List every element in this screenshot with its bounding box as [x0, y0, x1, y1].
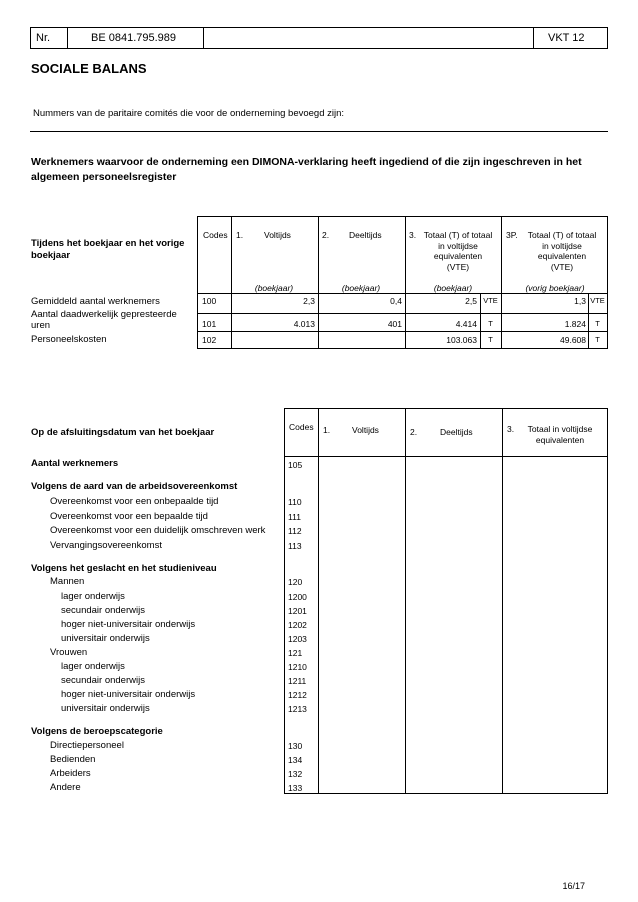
table-row-label: Overeenkomst voor een bepaalde tijd: [50, 511, 208, 522]
cell-prev-unit: T: [595, 319, 600, 328]
row-code: 100: [202, 296, 217, 306]
t2-col1-num: 1.: [323, 425, 331, 435]
table-row-label: Mannen: [50, 576, 85, 587]
col3-sub: (boekjaar): [433, 283, 473, 293]
t2-col2-num: 2.: [410, 427, 418, 437]
cell-prev-unit: VTE: [590, 296, 605, 305]
cell-total: 2,5: [465, 296, 477, 306]
table-row-label: Vervangingsovereenkomst: [50, 540, 162, 551]
cell-parttime: 401: [387, 319, 402, 329]
table-row-label: universitair onderwijs: [61, 703, 150, 714]
table-row-label: Volgens de beroepscategorie: [31, 726, 163, 737]
table-row-label: Volgens het geslacht en het studieniveau: [31, 563, 217, 574]
col4-label: Totaal (T) of totaal in voltijdse equivalenten (VTE): [527, 230, 597, 272]
divider: [30, 131, 608, 132]
table-row-label: Aantal daadwerkelijk gepresteerde uren: [31, 309, 177, 331]
table1-codes-header: Codes: [203, 230, 228, 240]
nr-label: Nr.: [36, 32, 51, 44]
t2-col1-label: Voltijds: [352, 425, 379, 435]
table-row-label: Bedienden: [50, 754, 96, 765]
table-row-label: Vrouwen: [50, 647, 88, 658]
table-row-label: Andere: [50, 782, 81, 793]
row-code: 112: [288, 526, 302, 536]
col2-sub: (boekjaar): [341, 283, 381, 293]
row-code: 1213: [288, 704, 307, 714]
col1-num: 1.: [236, 230, 244, 240]
table-row-label: lager onderwijs: [61, 661, 125, 672]
cell-prev: 1,3: [574, 296, 586, 306]
cell-unit: T: [488, 335, 493, 344]
col2-num: 2.: [322, 230, 330, 240]
table2-codes-header: Codes: [289, 422, 314, 432]
row-code: 111: [288, 512, 301, 522]
table-row-label: Overeenkomst voor een onbepaalde tijd: [50, 496, 219, 507]
col2-label: Deeltijds: [349, 230, 382, 240]
row-code: 113: [288, 541, 302, 551]
row-code: 120: [288, 577, 303, 587]
table-row-label: Personeelskosten: [31, 334, 107, 345]
cell-fulltime: 4.013: [293, 319, 315, 329]
table-row-label: Arbeiders: [50, 768, 91, 779]
table-row-label: secundair onderwijs: [61, 605, 145, 616]
col1-label: Voltijds: [264, 230, 291, 240]
table2-section-label: Op de afsluitingsdatum van het boekjaar: [31, 427, 215, 438]
cell-total: 4.414: [455, 319, 477, 329]
company-number: BE 0841.795.989: [91, 32, 177, 44]
row-code: 121: [288, 648, 303, 658]
col3-num: 3.: [409, 230, 417, 240]
cell-unit: T: [488, 319, 493, 328]
table-row-label: Overeenkomst voor een duidelijk omschreven werk: [50, 525, 266, 536]
table-row-label: Gemiddeld aantal werknemers: [31, 296, 160, 307]
cell-prev: 1.824: [564, 319, 586, 329]
row-code: 1200: [288, 592, 307, 602]
table-row-label: Aantal werknemers: [31, 458, 119, 469]
row-code: 132: [288, 769, 303, 779]
row-code: 1211: [288, 676, 307, 686]
table-row-label: secundair onderwijs: [61, 675, 145, 686]
t2-col2-label: Deeltijds: [440, 427, 473, 437]
t2-col3-num: 3.: [507, 424, 515, 434]
col4-num: 3P.: [506, 230, 518, 240]
table1-section-label: Tijdens het boekjaar en het vorige boekjaar: [31, 238, 185, 261]
row-code: 133: [288, 783, 303, 793]
row-code: 134: [288, 755, 303, 765]
dimona-heading: Werknemers waarvoor de onderneming een DIMONA-verklaring heeft ingediend of die zijn ingeschreven in het algemeen personeelsregister: [31, 156, 582, 183]
header-box: [30, 27, 608, 49]
row-code: 1201: [288, 606, 307, 616]
table-row-label: hoger niet-universitair onderwijs: [61, 689, 196, 700]
row-code: 1202: [288, 620, 307, 630]
cell-parttime: 0,4: [390, 296, 402, 306]
col4-sub: (vorig boekjaar): [525, 283, 585, 293]
table-row-label: Volgens de aard van de arbeidsovereenkomst: [31, 481, 238, 492]
cell-total: 103.063: [446, 335, 477, 345]
cell-unit: VTE: [483, 296, 498, 305]
col1-sub: (boekjaar): [254, 283, 294, 293]
table-row-label: hoger niet-universitair onderwijs: [61, 619, 196, 630]
page-title: SOCIALE BALANS: [31, 61, 147, 76]
row-code: 1210: [288, 662, 307, 672]
row-code: 105: [288, 460, 303, 470]
table-row-label: universitair onderwijs: [61, 633, 150, 644]
cell-prev-unit: T: [595, 335, 600, 344]
form-code: VKT 12: [548, 32, 585, 44]
t2-col3-label: Totaal in voltijdse equivalenten: [527, 424, 593, 445]
page-number: 16/17: [562, 881, 585, 891]
row-code: 130: [288, 741, 303, 751]
cell-prev: 49.608: [560, 335, 586, 345]
row-code: 101: [202, 319, 217, 329]
table-row-label: Directiepersoneel: [50, 740, 124, 751]
row-code: 102: [202, 335, 217, 345]
table-row-label: lager onderwijs: [61, 591, 125, 602]
cell-fulltime: 2,3: [303, 296, 315, 306]
row-code: 1212: [288, 690, 307, 700]
row-code: 110: [288, 497, 302, 507]
joint-committees-text: Nummers van de paritaire comités die voor de onderneming bevoegd zijn:: [33, 108, 345, 119]
table2: [284, 408, 608, 794]
row-code: 1203: [288, 634, 307, 644]
col3-label: Totaal (T) of totaal in voltijdse equivalenten (VTE): [423, 230, 493, 272]
